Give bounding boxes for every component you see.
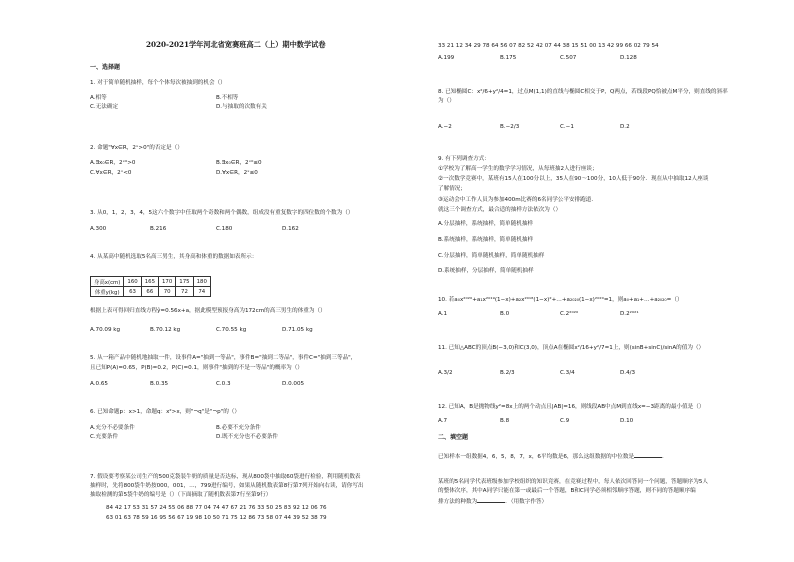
q12-option-c: C.9 [560, 418, 570, 424]
q14-line-3 [438, 497, 547, 506]
q4-option-b: B.70.12 kg [150, 327, 181, 333]
q14-text: 排方法的种数为 [438, 499, 478, 505]
table-row [91, 287, 211, 297]
q9-item-3: ③运动会中工作人员为参加400m比赛的6名同学公平安排跑道． [438, 197, 597, 203]
q9-item-2-cont: 了解情况； [438, 186, 466, 192]
q2-option-d: D.∀x∈R，2ˣ≤0 [216, 170, 258, 176]
q11-option-d: D.4/3 [620, 370, 636, 376]
q3-option-a: A.300 [90, 226, 107, 232]
page-title: 2020-2021学年河北省宽赛班高二（上）期中数学试卷 [146, 40, 326, 49]
q14-line-2: 的整体次序，其中A同学只能在第一或最后一个答题，B和C同学必须相邻顺序答题，则不同的答题顺序编 [438, 488, 696, 494]
table-row [91, 277, 211, 287]
q6-option-d: D.既不充分也不必要条件 [216, 434, 279, 440]
q2-option-c: C.∀x∈R，2ˣ<0 [90, 170, 132, 176]
q4-stem: 4. 从某高中随机选取5名高三男生，其身高和体重的数据如表所示： [90, 254, 258, 260]
q6-option-b: B.必要不充分条件 [216, 425, 261, 431]
q3-option-c: C.180 [216, 226, 233, 232]
q9-question: 就这三个调查方式，最合适的抽样方法依次为（） [438, 207, 562, 213]
q9-item-1: ①学校为了解高一学生的数学学习情况，从每班抽2人进行座谈； [438, 166, 598, 172]
q3-option-b: B.216 [150, 226, 167, 232]
q9-option-a: A.分层抽样，系统抽样，简单随机抽样 [438, 221, 534, 227]
q1-option-c: C.无法确定 [90, 104, 119, 110]
q1-option-b: B.不相等 [216, 95, 239, 101]
table-cell: 63 [124, 287, 141, 297]
q6-option-a: A.充分不必要条件 [90, 425, 135, 431]
q1-option-a: A.相等 [90, 95, 107, 101]
q5-option-b: B.0.35 [150, 381, 169, 387]
table-cell: 74 [193, 287, 210, 297]
q4-data-table [90, 276, 211, 297]
q10-option-b: B.0 [500, 311, 510, 317]
q6-option-c: C.充要条件 [90, 434, 119, 440]
table-cell: 身高x(cm) [91, 277, 124, 287]
q11-option-b: B.2/3 [500, 370, 515, 376]
q5-option-d: D.0.005 [282, 381, 305, 387]
q3-stem: 3. 从0，1，2，3，4，5这六个数字中任取两个奇数和两个偶数，组成没有重复数字的四位数的个数为（） [90, 210, 354, 216]
q12-stem: 12. 已知A，B是抛物线y²=8x上的两个动点且|AB|=16，则线段AB中点M到直线x=−3距离的最小值是（） [438, 404, 705, 410]
q10-option-c: C.2²⁰²⁰ [560, 311, 579, 317]
q7-option-b: B.175 [500, 55, 517, 61]
random-number-row-3: 33 21 12 34 29 78 64 56 07 82 52 42 07 44 38 15 51 00 13 42 99 66 02 79 54 [438, 43, 659, 49]
q5-line-2: 且已知P(A)=0.65，P(B)=0.2，P(C)=0.1，则事件"抽到的不是一等品"的概率为（） [90, 365, 303, 371]
table-cell: 170 [159, 277, 176, 287]
q1-option-d: D.与抽取的次数有关 [216, 104, 267, 110]
q8-stem: 8. 已知椭圆C：x²/6+y²/4=1，过点M(1,1)的直线与椭圆C相交于P，Q两点，若线段PQ恰被点M平分，则直线的斜率 [438, 89, 728, 95]
q9-stem: 9. 有下列调查方式： [438, 156, 490, 162]
q9-item-2: ②一次数学竞赛中，某班有15人在100分以上，35人在90～100分，10人低于90分．现在从中抽取12人座谈 [438, 176, 709, 182]
answer-blank[interactable] [477, 497, 505, 503]
section-heading-fill: 二、填空题 [438, 434, 469, 441]
table-cell: 70 [159, 287, 176, 297]
q13-stem: 已知样本一组数据4，6，5，8，7，x，6平均数是6，那么这组数据的中位数是 ． [438, 454, 668, 460]
q4-option-d: D.71.05 kg [282, 327, 313, 333]
q2-option-b: B.∃x₀∈R，2ˣ⁰≤0 [216, 160, 262, 166]
q7-line-3: 抽取检测的第5袋牛奶的编号是（）（下面摘取了随机数表第7行至第9行） [90, 492, 272, 498]
q3-option-d: D.162 [282, 226, 299, 232]
q5-option-c: C.0.3 [216, 381, 231, 387]
q4-after-table: 根据上表可得回归直线方程ŷ=0.56x+a，据此模型预报身高为172cm的高三男生的体重为（） [90, 308, 326, 314]
table-cell: 165 [141, 277, 158, 287]
q9-option-b: B.系统抽样，系统抽样，简单随机抽样 [438, 237, 534, 243]
q8-line-2: 为（） [438, 98, 455, 104]
answer-blank[interactable] [634, 452, 662, 458]
q9-option-d: D.系统抽样，分层抽样，简单随机抽样 [438, 268, 534, 274]
q5-line-1: 5. 从一箱产品中随机地抽取一件，设事件A="抽到一等品"，事件B="抽到二等品"，事件C="抽到三等品"， [90, 355, 357, 361]
q9-option-c: C.分层抽样，简单随机抽样，简单随机抽样 [438, 253, 545, 259]
table-cell: 66 [141, 287, 158, 297]
q14-line-1: 某班的5名同学代表班级参加学校组织的知识竞赛，在竞赛过程中，每人依次回答同一个问题，答题顺序为5人 [438, 479, 709, 485]
q8-option-a: A.−2 [438, 124, 452, 130]
q7-option-c: C.507 [560, 55, 577, 61]
random-number-row-1: 84 42 17 53 31 57 24 55 06 88 77 04 74 47 67 21 76 33 50 25 83 92 12 06 76 [106, 505, 327, 511]
q2-stem: 2. 命题"∀x∈R，2ˣ>0"的否定是（） [90, 145, 183, 151]
q11-stem: 11. 已知△ABC的顶点B(−3,0)和C(3,0)，顶点A在椭圆x²/16+y²/7=1上，则(sinB+sinC)/sinA的值为（） [438, 345, 705, 351]
q12-option-b: B.8 [500, 418, 510, 424]
q4-option-c: C.70.55 kg [216, 327, 247, 333]
q8-option-b: B.−2/3 [500, 124, 520, 130]
table-cell: 160 [124, 277, 141, 287]
q8-option-c: C.−1 [560, 124, 574, 130]
q2-option-a: A.∃x₀∈R，2ˣ⁰>0 [90, 160, 136, 166]
q7-line-2: 抽样时，先将800袋牛奶按000，001，…，799进行编号，如果从随机数表第8行第7列开始向右读，请你写出 [90, 483, 364, 489]
q11-option-a: A.3/2 [438, 370, 453, 376]
q7-option-a: A.199 [438, 55, 455, 61]
q10-option-a: A.1 [438, 311, 448, 317]
q10-option-d: D.2²⁰²¹ [620, 311, 639, 317]
q8-option-d: D.2 [620, 124, 630, 130]
q7-option-d: D.128 [620, 55, 637, 61]
table-cell: 体重y(kg) [91, 287, 124, 297]
q1-stem: 1. 对于简单随机抽样，每个个体每次被抽到的机会（） [90, 80, 226, 86]
table-cell: 72 [176, 287, 193, 297]
q7-line-1: 7. 假设要考察某公司生产的500克袋装牛奶的质量是否达标，现从800袋中抽取60袋进行检验，利用随机数表 [90, 474, 361, 480]
table-cell: 175 [176, 277, 193, 287]
table-cell: 180 [193, 277, 210, 287]
section-heading-choice: 一、选择题 [90, 64, 121, 71]
q5-option-a: A.0.65 [90, 381, 108, 387]
q14-tail: ．（用数字作答） [505, 499, 548, 505]
q12-option-a: A.7 [438, 418, 448, 424]
q6-stem: 6. 已知命题p：x>1，命题q：x²>x，则"¬q"是"¬p"的（） [90, 409, 240, 415]
q4-option-a: A.70.09 kg [90, 327, 121, 333]
q11-option-c: C.3/4 [560, 370, 575, 376]
q13-text: 已知样本一组数据4，6，5，8，7，x，6平均数是6，那么这组数据的中位数是 [438, 454, 635, 460]
random-number-row-2: 63 01 63 78 59 16 95 56 67 19 98 10 50 71 75 12 86 73 58 07 44 39 52 38 79 [106, 515, 327, 521]
q12-option-d: D.10 [620, 418, 634, 424]
q10-stem: 10. 若a₀x²⁰²⁰+a₁x²⁰¹⁹(1−x)+a₂x²⁰¹⁸(1−x)²+…+a₂₀₂₀(1−x)²⁰²⁰=1，则a₀+a₁+…+a₂₀₂₀=（） [438, 297, 683, 303]
